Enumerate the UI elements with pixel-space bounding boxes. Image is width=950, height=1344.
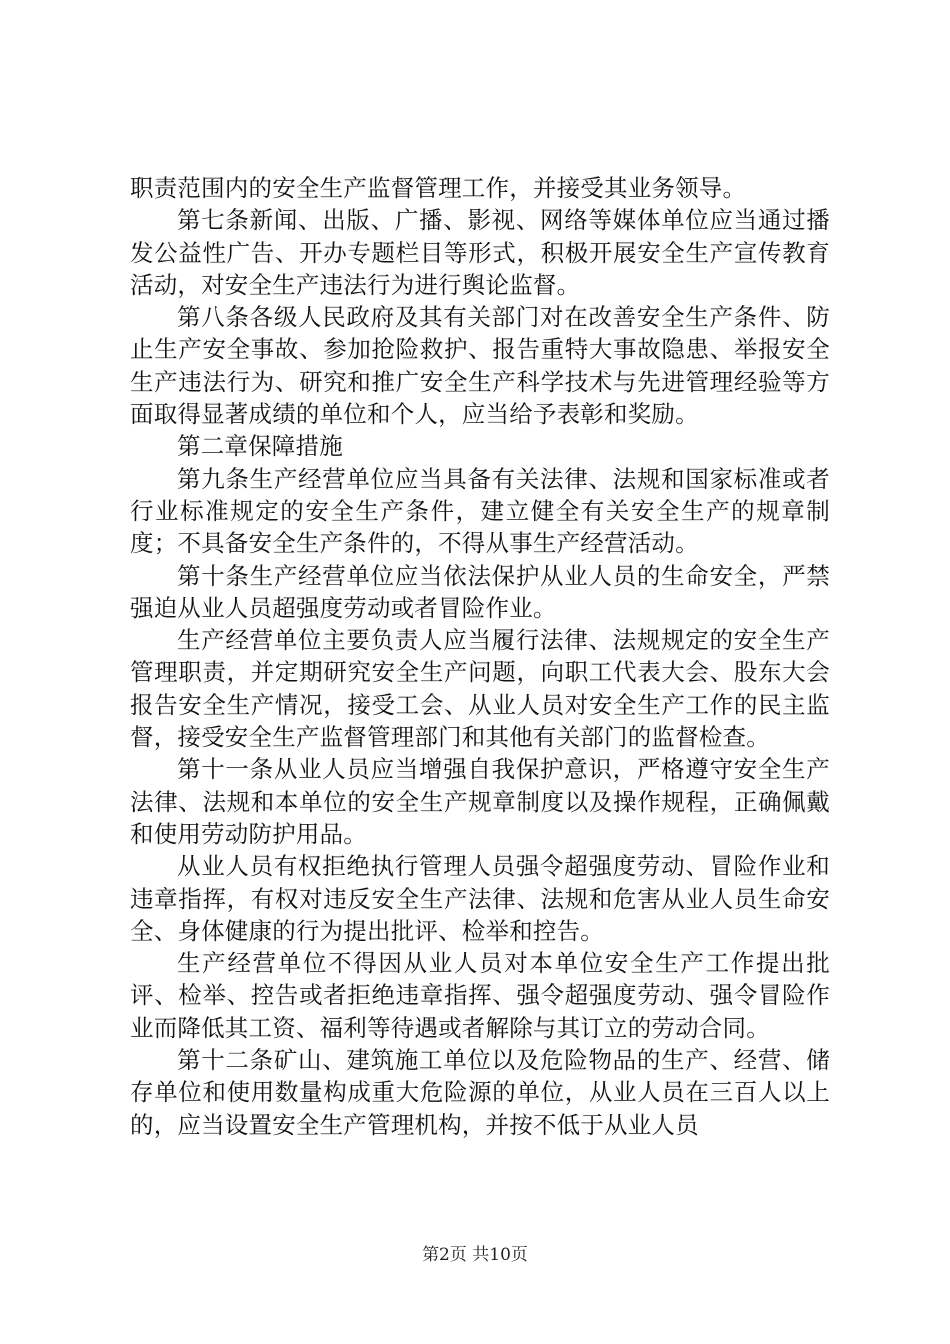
page-number: 第2页 共10页 [422,1245,528,1265]
chapter-heading: 第二章保障措施 [177,432,343,461]
paragraph-article-11-rights: 从业人员有权拒绝执行管理人员强令超强度劳动、冒险作业和违章指挥，有权对违反安全生产法律、法规和危害从业人员生命安全、身体健康的行为提出批评、检举和控告。 [130,852,830,945]
paragraph-article-10-cont: 生产经营单位主要负责人应当履行法律、法规规定的安全生产管理职责，并定期研究安全生产问题，向职工代表大会、股东大会报告安全生产情况，接受工会、从业人员对安全生产工作的民主监督，接受安全生产监督管理部门和其他有关部门的监督检查。 [130,626,830,752]
paragraph-article-10: 第十条生产经营单位应当依法保护从业人员的生命安全，严禁强迫从业人员超强度劳动或者冒险作业。 [130,561,830,622]
document-body [130,172,830,1141]
paragraph-article-7: 第七条新闻、出版、广播、影视、网络等媒体单位应当通过播发公益性广告、开办专题栏目等形式，积极开展安全生产宣传教育活动，对安全生产违法行为进行舆论监督。 [130,206,830,299]
paragraph-article-11: 第十一条从业人员应当增强自我保护意识，严格遵守安全生产法律、法规和本单位的安全生产规章制度以及操作规程，正确佩戴和使用劳动防护用品。 [130,755,830,848]
paragraph-article-9: 第九条生产经营单位应当具备有关法律、法规和国家标准或者行业标准规定的安全生产条件，建立健全有关安全生产的规章制度；不具备安全生产条件的，不得从事生产经营活动。 [130,464,830,558]
paragraph-continuation: 职责范围内的安全生产监督管理工作，并接受其业务领导。 [130,174,747,202]
paragraph-article-11-protection: 生产经营单位不得因从业人员对本单位安全生产工作提出批评、检举、控告或者拒绝违章指挥、强令超强度劳动、强令冒险作业而降低其工资、福利等待遇或者解除与其订立的劳动合同。 [130,949,830,1042]
paragraph-article-8: 第八条各级人民政府及其有关部门对在改善安全生产条件、防止生产安全事故、参加抢险救护、报告重特大事故隐患、举报安全生产违法行为、研究和推广安全生产科学技术与先进管理经验等方面取得显著成绩的单位和个人，应当给予表彰和奖励。 [130,303,830,429]
paragraph-article-12: 第十二条矿山、建筑施工单位以及危险物品的生产、经营、储存单位和使用数量构成重大危险源的单位，从业人员在三百人以上的，应当设置安全生产管理机构，并按不低于从业人员 [130,1046,830,1139]
